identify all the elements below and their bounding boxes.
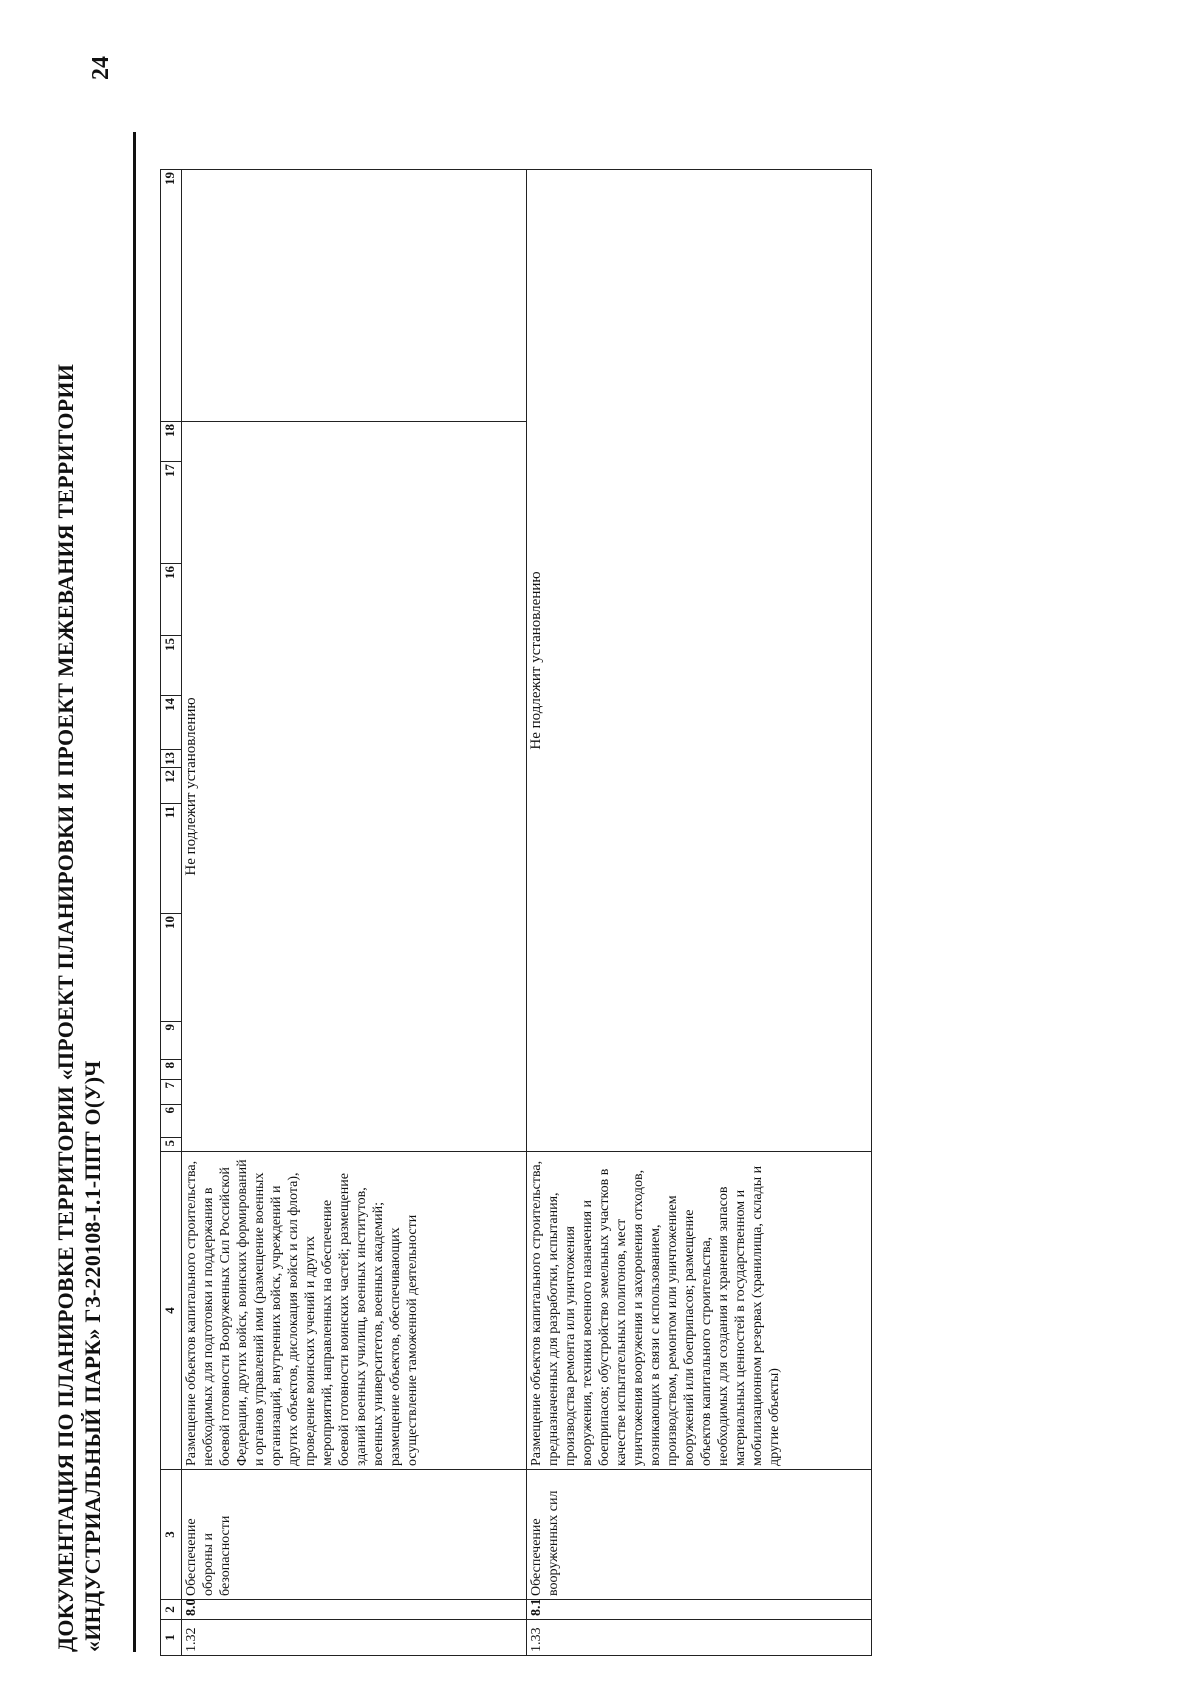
not-applicable-text: Не подлежит установлению <box>528 571 544 750</box>
column-header: 14 <box>161 696 182 750</box>
use-name-cell: Обеспечение обороны и безопасности <box>182 1470 527 1600</box>
column-header: 1 <box>161 1620 182 1656</box>
table-row <box>182 170 527 1656</box>
table-row <box>527 170 872 1656</box>
span-cell <box>182 422 527 1152</box>
column-header: 5 <box>161 1138 182 1152</box>
title-line-1: ДОКУМЕНТАЦИЯ ПО ПЛАНИРОВКЕ ТЕРРИТОРИИ «ПРОЕКТ ПЛАНИРОВКИ И ПРОЕКТ МЕЖЕВАНИЯ ТЕРРИТОРИИ <box>53 363 78 1652</box>
page-number: 24 <box>88 56 114 80</box>
column-header: 2 <box>161 1600 182 1620</box>
column-header: 6 <box>161 1105 182 1138</box>
column-header: 15 <box>161 636 182 696</box>
header-row <box>161 170 182 1656</box>
use-description-cell: Размещение объектов капитального строительства, предназначенных для разработки, испытания, производства ремонта или уничтожения вооружения, техники военного назначения и боеприпасов; обустройство земельных участков в качестве испытательных полигонов, мест уничтожения вооружения и захоронения отходов, возникающих в связи с использованием, производством, ремонтом или уничтожением вооружений или боеприпасов; размещение объектов капитального строительства, необходимых для создания и хранения запасов материальных ценностей в государственном и мобилизационном резервах (хранилища, склады и другие объекты) <box>527 1152 872 1470</box>
column-header: 12 <box>161 768 182 804</box>
column-header: 8 <box>161 1060 182 1080</box>
land-use-table <box>160 169 872 1656</box>
column-header: 9 <box>161 1022 182 1060</box>
column-header: 7 <box>161 1080 182 1105</box>
column-header: 13 <box>161 750 182 768</box>
empty-cell <box>182 170 527 422</box>
column-header: 10 <box>161 914 182 1022</box>
title-line-2: «ИНДУСТРИАЛЬНЫЙ ПАРК» ГЗ-220108-I.1-ППТ О(У)Ч <box>80 1060 105 1652</box>
document-title <box>52 363 106 1652</box>
use-description-cell: Размещение объектов капитального строительства, необходимых для подготовки и поддержания в боевой готовности Вооруженных Сил Российской Федерации, других войск, воинских формирований и органов управлений ими (размещение военных организаций, внутренних войск, учреждений и других объектов, дислокация войск и сил флота), проведение воинских учений и других мероприятий, направленных на обеспечение боевой готовности воинских частей; размещение зданий военных училищ, военных институтов, военных университетов, военных академий; размещение объектов, обеспечивающих осуществление таможенной деятельности <box>182 1152 527 1470</box>
span-cell <box>527 170 872 1152</box>
code-cell: 8.0 <box>182 1600 527 1620</box>
not-applicable-text: Не подлежит установлению <box>183 697 199 876</box>
title-rule <box>133 132 136 1652</box>
column-header: 3 <box>161 1470 182 1600</box>
column-header: 18 <box>161 422 182 462</box>
use-name-cell: Обеспечение вооруженных сил <box>527 1470 872 1600</box>
column-header: 16 <box>161 564 182 636</box>
column-header: 4 <box>161 1152 182 1470</box>
code-cell: 8.1 <box>527 1600 872 1620</box>
row-number: 1.33 <box>527 1620 872 1656</box>
column-header: 11 <box>161 804 182 914</box>
column-header: 19 <box>161 170 182 422</box>
column-header: 17 <box>161 462 182 564</box>
row-number: 1.32 <box>182 1620 527 1656</box>
